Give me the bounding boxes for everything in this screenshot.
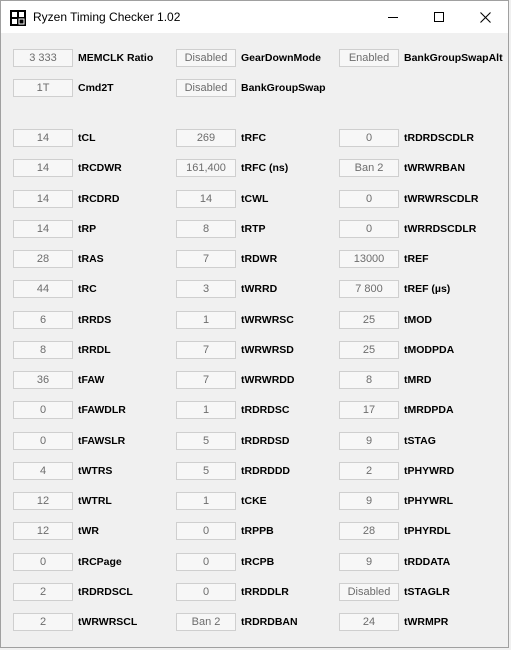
tstaglr-value-field[interactable]: Disabled [339,583,399,601]
twrwrban-value-field[interactable]: Ban 2 [339,159,399,177]
trddata-value-field[interactable]: 9 [339,553,399,571]
twrwrdd-label: tWRWRDD [241,374,295,386]
trfc-label: tRFC [241,132,267,144]
twrrdscdlr-label: tWRRDSCDLR [404,223,477,235]
trrds-label: tRRDS [78,314,112,326]
trdwr-value-field[interactable]: 7 [176,250,236,268]
tstaglr-label: tSTAGLR [404,586,450,598]
tcl-value-field[interactable]: 14 [13,129,73,147]
tcwl-value-field[interactable]: 14 [176,190,236,208]
trrddlr-label: tRRDDLR [241,586,289,598]
minimize-button[interactable] [370,1,416,33]
bankgroupswapalt-label: BankGroupSwapAlt [404,52,503,64]
twrwrsd-label: tWRWRSD [241,344,294,356]
tref-value-field[interactable]: 13000 [339,250,399,268]
trp-label: tRP [78,223,97,235]
tmrdpda-label: tMRDPDA [404,404,454,416]
minimize-icon [388,12,398,22]
twrrd-label: tWRRD [241,283,278,295]
trdrddd-value-field[interactable]: 5 [176,462,236,480]
twtrl-label: tWTRL [78,495,112,507]
twrwrscdlr-value-field[interactable]: 0 [339,190,399,208]
tcke-value-field[interactable]: 1 [176,492,236,510]
twr-label: tWR [78,525,99,537]
trppb-value-field[interactable]: 0 [176,522,236,540]
bankgroupswap-label: BankGroupSwap [241,82,326,94]
cmd2t-value-field[interactable]: 1T [13,79,73,97]
trcdwr-value-field[interactable]: 14 [13,159,73,177]
app-icon [10,10,26,26]
trddata-label: tRDDATA [404,556,451,568]
trfc-value-field[interactable]: 269 [176,129,236,147]
tphywrl-value-field[interactable]: 9 [339,492,399,510]
trdrdban-label: tRDRDBAN [241,616,298,628]
bankgroupswapalt-value-field[interactable]: Enabled [339,49,399,67]
trdrdsc-label: tRDRDSC [241,404,290,416]
tstag-label: tSTAG [404,435,436,447]
tphywrd-label: tPHYWRD [404,465,455,477]
memclk-ratio-value-field[interactable]: 3 333 [13,49,73,67]
trcpb-label: tRCPB [241,556,275,568]
tfawdlr-label: tFAWDLR [78,404,126,416]
tphyrdl-label: tPHYRDL [404,525,451,537]
trdwr-label: tRDWR [241,253,278,265]
tfaw-label: tFAW [78,374,105,386]
twrwrscl-value-field[interactable]: 2 [13,613,73,631]
geardownmode-label: GearDownMode [241,52,321,64]
tfaw-value-field[interactable]: 36 [13,371,73,389]
trcdwr-label: tRCDWR [78,162,122,174]
trdrdsc-value-field[interactable]: 1 [176,401,236,419]
twrwrsc-value-field[interactable]: 1 [176,311,236,329]
title-bar[interactable] [1,1,508,33]
trdrddd-label: tRDRDDD [241,465,290,477]
trcpage-value-field[interactable]: 0 [13,553,73,571]
twrwrscdlr-label: tWRWRSCDLR [404,193,479,205]
twrrd-value-field[interactable]: 3 [176,280,236,298]
tref-s-label: tREF (µs) [404,283,451,295]
twrwrsd-value-field[interactable]: 7 [176,341,236,359]
trrds-value-field[interactable]: 6 [13,311,73,329]
trdrdban-value-field[interactable]: Ban 2 [176,613,236,631]
trtp-value-field[interactable]: 8 [176,220,236,238]
tras-label: tRAS [78,253,104,265]
tmodpda-label: tMODPDA [404,344,455,356]
tfawdlr-value-field[interactable]: 0 [13,401,73,419]
trdrdscdlr-value-field[interactable]: 0 [339,129,399,147]
tmrdpda-value-field[interactable]: 17 [339,401,399,419]
maximize-icon [434,12,444,22]
trrdl-value-field[interactable]: 8 [13,341,73,359]
bankgroupswap-value-field[interactable]: Disabled [176,79,236,97]
window-title: Ryzen Timing Checker 1.02 [33,10,181,24]
tcwl-label: tCWL [241,193,269,205]
trfc-ns-value-field[interactable]: 161,400 [176,159,236,177]
trc-value-field[interactable]: 44 [13,280,73,298]
close-button[interactable] [462,1,508,33]
trcdrd-label: tRCDRD [78,193,120,205]
close-icon [480,12,491,23]
cmd2t-label: Cmd2T [78,82,114,94]
twtrs-value-field[interactable]: 4 [13,462,73,480]
trdrdsd-value-field[interactable]: 5 [176,432,236,450]
twtrl-value-field[interactable]: 12 [13,492,73,510]
twrrdscdlr-value-field[interactable]: 0 [339,220,399,238]
twtrs-label: tWTRS [78,465,113,477]
trrddlr-value-field[interactable]: 0 [176,583,236,601]
twrmpr-value-field[interactable]: 24 [339,613,399,631]
twrwrdd-value-field[interactable]: 7 [176,371,236,389]
maximize-button[interactable] [416,1,462,33]
tmodpda-value-field[interactable]: 25 [339,341,399,359]
tcke-label: tCKE [241,495,267,507]
trtp-label: tRTP [241,223,266,235]
tfawslr-value-field[interactable]: 0 [13,432,73,450]
trp-value-field[interactable]: 14 [13,220,73,238]
trcpage-label: tRCPage [78,556,122,568]
memclk-ratio-label: MEMCLK Ratio [78,52,154,64]
tras-value-field[interactable]: 28 [13,250,73,268]
trc-label: tRC [78,283,97,295]
tmrd-label: tMRD [404,374,432,386]
tphywrl-label: tPHYWRL [404,495,453,507]
trdrdscl-value-field[interactable]: 2 [13,583,73,601]
twr-value-field[interactable]: 12 [13,522,73,540]
twrwrban-label: tWRWRBAN [404,162,466,174]
tref-label: tREF [404,253,429,265]
timings-panel [1,33,508,649]
trcpb-value-field[interactable]: 0 [176,553,236,571]
trdrdscdlr-label: tRDRDSCDLR [404,132,474,144]
tref-s-value-field[interactable]: 7 800 [339,280,399,298]
tmod-value-field[interactable]: 25 [339,311,399,329]
tmrd-value-field[interactable]: 8 [339,371,399,389]
twrwrscl-label: tWRWRSCL [78,616,138,628]
trppb-label: tRPPB [241,525,274,537]
tfawslr-label: tFAWSLR [78,435,126,447]
trcdrd-value-field[interactable]: 14 [13,190,73,208]
trdrdsd-label: tRDRDSD [241,435,290,447]
tstag-value-field[interactable]: 9 [339,432,399,450]
tmod-label: tMOD [404,314,432,326]
trrdl-label: tRRDL [78,344,111,356]
twrmpr-label: tWRMPR [404,616,449,628]
tphywrd-value-field[interactable]: 2 [339,462,399,480]
twrwrsc-label: tWRWRSC [241,314,294,326]
tcl-label: tCL [78,132,96,144]
trdrdscl-label: tRDRDSCL [78,586,133,598]
geardownmode-value-field[interactable]: Disabled [176,49,236,67]
tphyrdl-value-field[interactable]: 28 [339,522,399,540]
trfc-ns-label: tRFC (ns) [241,162,289,174]
